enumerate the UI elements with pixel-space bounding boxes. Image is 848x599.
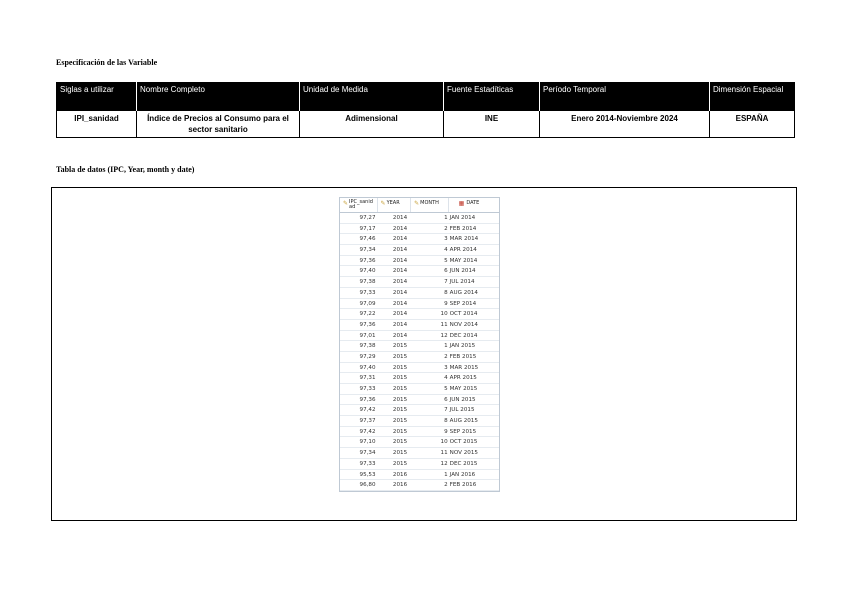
cell-month: 7	[444, 407, 448, 414]
cell-date: DEC 2015	[449, 460, 478, 467]
cell-year: 2014	[392, 300, 408, 307]
cell-date: SEP 2014	[449, 300, 477, 307]
cell-ipc: 96,80	[359, 482, 376, 489]
cell-ipc: 97,17	[359, 225, 376, 232]
cell-date: JAN 2014	[449, 215, 476, 221]
cell-year: 2016	[392, 482, 408, 489]
cell-date: AUG 2015	[449, 418, 478, 425]
cell-date: OCT 2015	[449, 439, 478, 446]
header-unidad: Unidad de Medida	[300, 82, 444, 111]
cell-month: 5	[444, 386, 448, 392]
cell-date: JUL 2014	[449, 279, 475, 286]
cell-unidad: Adimensional	[300, 111, 444, 138]
cell-year: 2014	[392, 225, 408, 232]
cell-date: FEB 2015	[449, 353, 477, 360]
cell-date: MAR 2015	[449, 364, 479, 371]
cell-year: 2015	[392, 375, 408, 382]
cell-date: DEC 2014	[449, 332, 478, 339]
cell-ipc: 97,33	[359, 289, 376, 296]
cell-month: 8	[444, 418, 448, 425]
table-row[interactable]	[340, 266, 499, 277]
header-nombre: Nombre Completo	[137, 82, 300, 111]
cell-year: 2016	[392, 471, 408, 478]
cell-ipc: 97,36	[359, 396, 376, 403]
table-row[interactable]	[340, 384, 499, 395]
table-row[interactable]	[340, 448, 499, 459]
column-header-label: DATE	[466, 200, 480, 206]
table-row[interactable]	[340, 437, 499, 448]
table-row[interactable]	[340, 405, 499, 416]
table-row[interactable]	[340, 373, 499, 384]
cell-periodo: Enero 2014-Noviembre 2024	[540, 111, 710, 138]
cell-date: MAY 2015	[449, 386, 478, 392]
cell-ipc: 97,33	[359, 460, 376, 467]
cell-month: 11	[440, 321, 448, 328]
cell-nombre: Índice de Precios al Consumo para el sector sanitario	[137, 111, 300, 138]
cell-ipc: 97,36	[359, 257, 376, 264]
table-row[interactable]	[340, 331, 499, 342]
cell-year: 2014	[392, 268, 408, 275]
column-header-label: YEAR	[386, 200, 400, 206]
cell-year: 2015	[392, 407, 408, 414]
cell-month: 12	[440, 460, 448, 467]
cell-ipc: 97,34	[359, 450, 376, 457]
cell-date: NOV 2015	[449, 450, 478, 457]
table-row[interactable]	[340, 470, 499, 481]
cell-date: APR 2015	[449, 375, 477, 382]
section-title-data-table: Tabla de datos (IPC, Year, month y date)	[56, 165, 195, 174]
table-row[interactable]	[340, 459, 499, 470]
column-header-ipc[interactable]	[340, 198, 378, 212]
cell-date: APR 2014	[449, 247, 477, 254]
pencil-icon: ✎	[414, 200, 420, 207]
cell-ipc: 97,42	[359, 428, 376, 435]
cell-ipc: 97,27	[359, 215, 376, 221]
cell-year: 2014	[392, 311, 408, 318]
section-title-variables: Especificación de las Variable	[56, 58, 158, 67]
cell-ipc: 97,40	[359, 364, 376, 371]
cell-month: 7	[444, 279, 448, 286]
cell-year: 2015	[392, 364, 408, 371]
data-view-table	[339, 197, 500, 492]
specification-table	[56, 82, 795, 138]
cell-date: JUN 2015	[449, 396, 476, 403]
cell-date: FEB 2016	[449, 482, 477, 489]
cell-month: 2	[444, 353, 448, 360]
column-header-month[interactable]	[411, 198, 449, 212]
cell-ipc: 97,36	[359, 321, 376, 328]
cell-ipc: 97,22	[359, 311, 376, 318]
cell-year: 2014	[392, 215, 408, 221]
cell-year: 2014	[392, 236, 408, 243]
header-periodo: Período Temporal	[540, 82, 710, 111]
cell-month: 2	[444, 225, 448, 232]
cell-year: 2015	[392, 343, 408, 350]
cell-month: 4	[444, 247, 448, 254]
table-row[interactable]	[340, 395, 499, 406]
cell-month: 1	[444, 215, 448, 221]
cell-month: 4	[444, 375, 448, 382]
cell-ipc: 97,38	[359, 279, 376, 286]
cell-date: JUN 2014	[449, 268, 476, 275]
calendar-icon: ▦	[458, 200, 465, 207]
cell-month: 2	[444, 482, 448, 489]
table-row[interactable]	[340, 416, 499, 427]
data-table-body	[340, 213, 499, 491]
specification-header-row	[57, 82, 795, 111]
cell-date: AUG 2014	[449, 289, 478, 296]
table-row[interactable]	[340, 234, 499, 245]
cell-date: NOV 2014	[449, 321, 478, 328]
cell-month: 1	[444, 343, 448, 350]
cell-month: 11	[440, 450, 448, 457]
cell-date: MAR 2014	[449, 236, 479, 243]
cell-ipc: 97,42	[359, 407, 376, 414]
table-row[interactable]	[340, 256, 499, 267]
cell-month: 1	[444, 471, 448, 478]
table-row[interactable]	[340, 213, 499, 224]
cell-date: FEB 2014	[449, 225, 477, 232]
cell-year: 2014	[392, 247, 408, 254]
table-row[interactable]	[340, 363, 499, 374]
table-row[interactable]	[340, 480, 499, 491]
data-table-header	[340, 198, 499, 213]
cell-month: 9	[444, 300, 448, 307]
cell-ipc: 97,40	[359, 268, 376, 275]
cell-year: 2015	[392, 450, 408, 457]
cell-year: 2015	[392, 353, 408, 360]
table-row[interactable]	[340, 288, 499, 299]
cell-month: 3	[444, 236, 448, 243]
cell-ipc: 97,01	[359, 332, 376, 339]
cell-month: 6	[444, 396, 448, 403]
cell-year: 2014	[392, 321, 408, 328]
cell-month: 10	[440, 311, 448, 318]
table-row[interactable]	[340, 277, 499, 288]
cell-date: MAY 2014	[449, 257, 478, 264]
cell-ipc: 95,53	[359, 471, 376, 478]
specification-row	[57, 111, 795, 138]
pencil-icon: ✎	[343, 200, 349, 207]
cell-month: 10	[440, 439, 448, 446]
cell-date: JAN 2015	[449, 343, 476, 350]
column-header-label: IPC_sanidad	[349, 199, 373, 210]
cell-year: 2015	[392, 386, 408, 392]
cell-ipc: 97,10	[359, 439, 376, 446]
table-row[interactable]	[340, 341, 499, 352]
cell-year: 2015	[392, 396, 408, 403]
cell-ipc: 97,33	[359, 386, 376, 392]
cell-date: SEP 2015	[449, 428, 477, 435]
table-row[interactable]	[340, 427, 499, 438]
cell-year: 2014	[392, 289, 408, 296]
table-row[interactable]	[340, 224, 499, 235]
table-row[interactable]	[340, 352, 499, 363]
cell-ipc: 97,31	[359, 375, 376, 382]
cell-month: 9	[444, 428, 448, 435]
cell-dimension: ESPAÑA	[710, 111, 795, 138]
cell-year: 2015	[392, 439, 408, 446]
cell-month: 6	[444, 268, 448, 275]
cell-ipc: 97,29	[359, 353, 376, 360]
cell-date: JAN 2016	[449, 471, 476, 478]
cell-month: 8	[444, 289, 448, 296]
cell-ipc: 97,46	[359, 236, 376, 243]
cell-year: 2015	[392, 460, 408, 467]
header-fuente: Fuente Estadíticas	[444, 82, 540, 111]
cell-date: OCT 2014	[449, 311, 478, 318]
pencil-icon: ✎	[380, 200, 386, 207]
cell-year: 2015	[392, 428, 408, 435]
cell-ipc: 97,34	[359, 247, 376, 254]
cell-year: 2015	[392, 418, 408, 425]
cell-fuente: INE	[444, 111, 540, 138]
cell-month: 3	[444, 364, 448, 371]
table-row[interactable]	[340, 309, 499, 320]
table-row[interactable]	[340, 245, 499, 256]
cell-year: 2014	[392, 279, 408, 286]
table-row[interactable]	[340, 320, 499, 331]
table-row[interactable]	[340, 299, 499, 310]
column-header-label: MONTH	[420, 200, 439, 206]
cell-ipc: 97,38	[359, 343, 376, 350]
header-siglas: Siglas a utilizar	[57, 82, 137, 111]
cell-ipc: 97,09	[359, 300, 376, 307]
cell-year: 2014	[392, 332, 408, 339]
cell-month: 12	[440, 332, 448, 339]
cell-month: 5	[444, 257, 448, 264]
cell-year: 2014	[392, 257, 408, 264]
cell-ipc: 97,37	[359, 418, 376, 425]
cell-siglas: IPI_sanidad	[57, 111, 137, 138]
cell-date: JUL 2015	[449, 407, 475, 414]
column-header-year[interactable]	[378, 198, 412, 212]
header-dimension: Dimensión Espacial	[710, 82, 795, 111]
column-header-date[interactable]	[449, 198, 499, 212]
